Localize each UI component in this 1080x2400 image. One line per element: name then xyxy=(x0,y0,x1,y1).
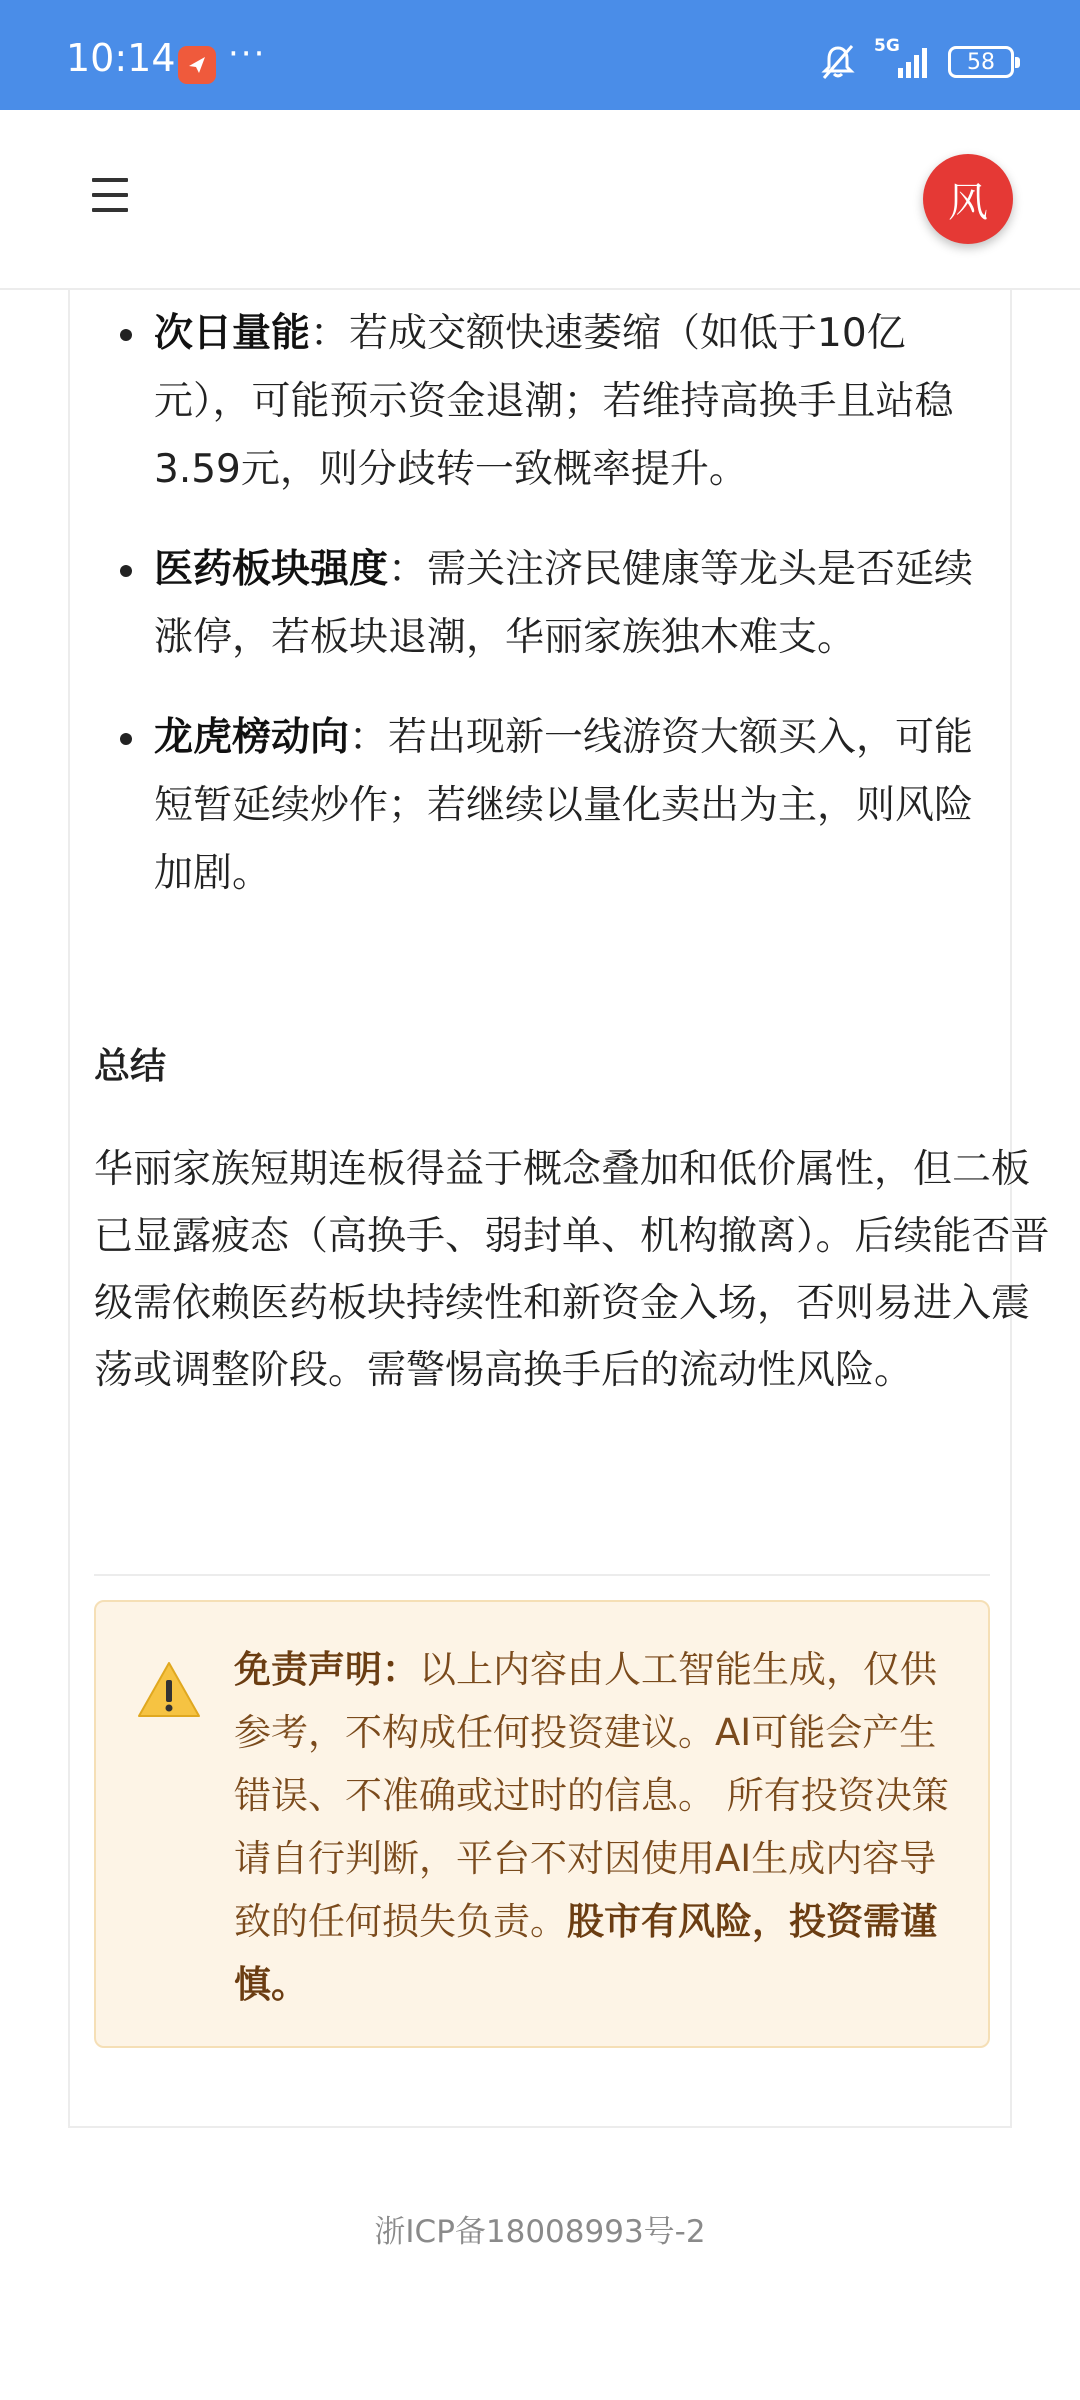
bullet-list xyxy=(70,300,1014,940)
mute-bell-icon xyxy=(818,42,858,82)
icp-footer[interactable]: 浙ICP备18008993号-2 xyxy=(374,2214,706,2250)
more-notifications-icon: ··· xyxy=(228,34,267,74)
menu-icon[interactable] xyxy=(92,178,130,214)
bullet-label: 次日量能 xyxy=(154,311,311,356)
summary-paragraph: 华丽家族短期连板得益于概念叠加和低价属性，但二板已显露疲态（高换手、弱封单、机构撤离）。后续能否晋级需依赖医药板块持续性和新资金入场，否则易进入震荡或调整阶段。需警惕高换手后的流动性风险。 xyxy=(94,1147,1050,1393)
list-item xyxy=(70,300,1014,504)
list-item xyxy=(70,704,1014,908)
content-card xyxy=(68,288,1050,2128)
signal-icon xyxy=(872,36,934,82)
bullet-label: 龙虎榜动向 xyxy=(154,715,350,760)
summary-heading: 总结 xyxy=(94,1046,167,1087)
disclaimer-box xyxy=(94,1600,990,2048)
divider xyxy=(94,1574,990,1576)
bullet-text: ：若出现新一线游资大额买入，可能短暂延续炒作；若继续以量化卖出为主，则风险加剧。 xyxy=(154,715,974,896)
network-type: 5G xyxy=(874,36,900,56)
battery-icon xyxy=(948,46,1014,78)
bullet-text: ：若成交额快速萎缩（如低于10亿元），可能预示资金退潮；若维持高换手且站稳3.59元，则分歧转一致概率提升。 xyxy=(154,311,954,492)
bullet-text: ：需关注济民健康等龙头是否延续涨停，若板块退潮，华丽家族独木难支。 xyxy=(154,547,974,660)
list-item xyxy=(70,536,1014,672)
status-bar xyxy=(0,0,1080,110)
disclaimer-emphasis: 股市有风险，投资需谨慎。 xyxy=(234,1900,937,2006)
app-notification-icon xyxy=(178,46,216,84)
app-header xyxy=(0,110,1080,290)
bullet-label: 医药板块强度 xyxy=(154,547,389,592)
disclaimer-label: 免责声明： xyxy=(234,1648,419,1691)
warning-icon xyxy=(136,1660,202,1720)
status-time: 10:14 xyxy=(66,36,176,80)
disclaimer-body: 以上内容由人工智能生成，仅供参考，不构成任何投资建议。AI可能会产生错误、不准确或过时的信息。 所有投资决策请自行判断，平台不对因使用AI生成内容导致的任何损失负责。 xyxy=(234,1648,949,1943)
avatar[interactable]: 风 xyxy=(923,154,1013,244)
disclaimer-text xyxy=(234,1638,954,2016)
battery-level: 58 xyxy=(967,49,995,75)
